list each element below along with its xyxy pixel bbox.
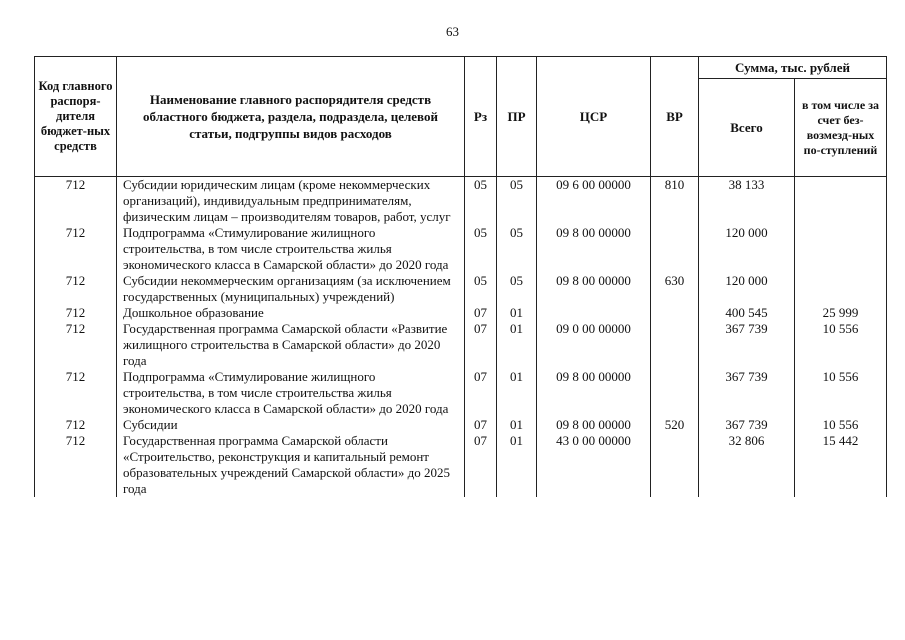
cell-name: Государственная программа Самарской области «Развитие жилищного строительства в Самарской области» до 2020 года bbox=[117, 321, 465, 369]
cell-incl bbox=[795, 273, 887, 305]
header-name: Наименование главного распорядителя средств областного бюджета, раздела, подраздела, целевой статьи, подгруппы видов расходов bbox=[117, 57, 465, 177]
cell-code: 712 bbox=[35, 273, 117, 305]
cell-vr bbox=[651, 433, 699, 497]
cell-rz: 07 bbox=[465, 321, 497, 369]
cell-total: 367 739 bbox=[699, 417, 795, 433]
cell-incl bbox=[795, 177, 887, 226]
cell-vr bbox=[651, 321, 699, 369]
cell-csr: 09 8 00 00000 bbox=[537, 417, 651, 433]
cell-code: 712 bbox=[35, 177, 117, 226]
cell-total: 367 739 bbox=[699, 321, 795, 369]
cell-code: 712 bbox=[35, 369, 117, 417]
cell-csr: 09 8 00 00000 bbox=[537, 369, 651, 417]
cell-total: 32 806 bbox=[699, 433, 795, 497]
table-body bbox=[35, 177, 887, 498]
cell-incl bbox=[795, 225, 887, 273]
cell-rz: 05 bbox=[465, 177, 497, 226]
cell-csr: 09 8 00 00000 bbox=[537, 225, 651, 273]
cell-code: 712 bbox=[35, 305, 117, 321]
header-total: Всего bbox=[699, 79, 795, 177]
table-row bbox=[35, 369, 887, 417]
header-code: Код главного распоря-дителя бюджет-ных средств bbox=[35, 57, 117, 177]
cell-pr: 05 bbox=[497, 273, 537, 305]
cell-pr: 01 bbox=[497, 321, 537, 369]
cell-vr bbox=[651, 369, 699, 417]
table-header bbox=[35, 57, 887, 177]
cell-csr: 43 0 00 00000 bbox=[537, 433, 651, 497]
cell-total: 367 739 bbox=[699, 369, 795, 417]
cell-csr: 09 8 00 00000 bbox=[537, 273, 651, 305]
table-row bbox=[35, 321, 887, 369]
cell-pr: 01 bbox=[497, 417, 537, 433]
cell-csr: 09 0 00 00000 bbox=[537, 321, 651, 369]
table-row bbox=[35, 417, 887, 433]
cell-csr: 09 6 00 00000 bbox=[537, 177, 651, 226]
cell-pr: 01 bbox=[497, 369, 537, 417]
header-vr: ВР bbox=[651, 57, 699, 177]
cell-vr bbox=[651, 305, 699, 321]
cell-name: Субсидии bbox=[117, 417, 465, 433]
cell-code: 712 bbox=[35, 321, 117, 369]
table-row bbox=[35, 273, 887, 305]
cell-rz: 05 bbox=[465, 273, 497, 305]
table-row bbox=[35, 177, 887, 226]
cell-name: Субсидии юридическим лицам (кроме некоммерческих организаций), индивидуальным предпринимателям, физическим лицам – производителям товаров, работ, услуг bbox=[117, 177, 465, 226]
table-row bbox=[35, 225, 887, 273]
header-rz: Рз bbox=[465, 57, 497, 177]
cell-pr: 01 bbox=[497, 433, 537, 497]
table-row bbox=[35, 305, 887, 321]
budget-table bbox=[34, 56, 887, 497]
cell-name: Государственная программа Самарской области «Строительство, реконструкция и капитальный ремонт образовательных учреждений Самарской области» до 2025 года bbox=[117, 433, 465, 497]
header-pr: ПР bbox=[497, 57, 537, 177]
cell-name: Дошкольное образование bbox=[117, 305, 465, 321]
header-incl: в том числе за счет без-возмезд-ных по-ступлений bbox=[795, 79, 887, 177]
cell-code: 712 bbox=[35, 433, 117, 497]
cell-csr bbox=[537, 305, 651, 321]
cell-vr: 630 bbox=[651, 273, 699, 305]
cell-pr: 05 bbox=[497, 225, 537, 273]
cell-vr: 810 bbox=[651, 177, 699, 226]
page-number: 63 bbox=[446, 24, 459, 39]
header-sum: Сумма, тыс. рублей bbox=[699, 57, 887, 79]
cell-total: 400 545 bbox=[699, 305, 795, 321]
cell-incl: 10 556 bbox=[795, 417, 887, 433]
cell-incl: 15 442 bbox=[795, 433, 887, 497]
cell-incl: 10 556 bbox=[795, 321, 887, 369]
cell-name: Субсидии некоммерческим организациям (за исключением государственных (муниципальных) учреждений) bbox=[117, 273, 465, 305]
cell-vr: 520 bbox=[651, 417, 699, 433]
table-row bbox=[35, 433, 887, 497]
cell-rz: 07 bbox=[465, 305, 497, 321]
cell-incl: 10 556 bbox=[795, 369, 887, 417]
cell-pr: 01 bbox=[497, 305, 537, 321]
cell-rz: 07 bbox=[465, 369, 497, 417]
cell-total: 120 000 bbox=[699, 273, 795, 305]
header-csr: ЦСР bbox=[537, 57, 651, 177]
cell-rz: 07 bbox=[465, 417, 497, 433]
cell-rz: 07 bbox=[465, 433, 497, 497]
cell-code: 712 bbox=[35, 417, 117, 433]
cell-name: Подпрограмма «Стимулирование жилищного строительства, в том числе строительства жилья экономического класса в Самарской области» до 2020 года bbox=[117, 225, 465, 273]
cell-incl: 25 999 bbox=[795, 305, 887, 321]
cell-vr bbox=[651, 225, 699, 273]
cell-pr: 05 bbox=[497, 177, 537, 226]
cell-total: 38 133 bbox=[699, 177, 795, 226]
cell-name: Подпрограмма «Стимулирование жилищного строительства, в том числе строительства жилья экономического класса в Самарской области» до 2020 года bbox=[117, 369, 465, 417]
cell-rz: 05 bbox=[465, 225, 497, 273]
cell-code: 712 bbox=[35, 225, 117, 273]
cell-total: 120 000 bbox=[699, 225, 795, 273]
